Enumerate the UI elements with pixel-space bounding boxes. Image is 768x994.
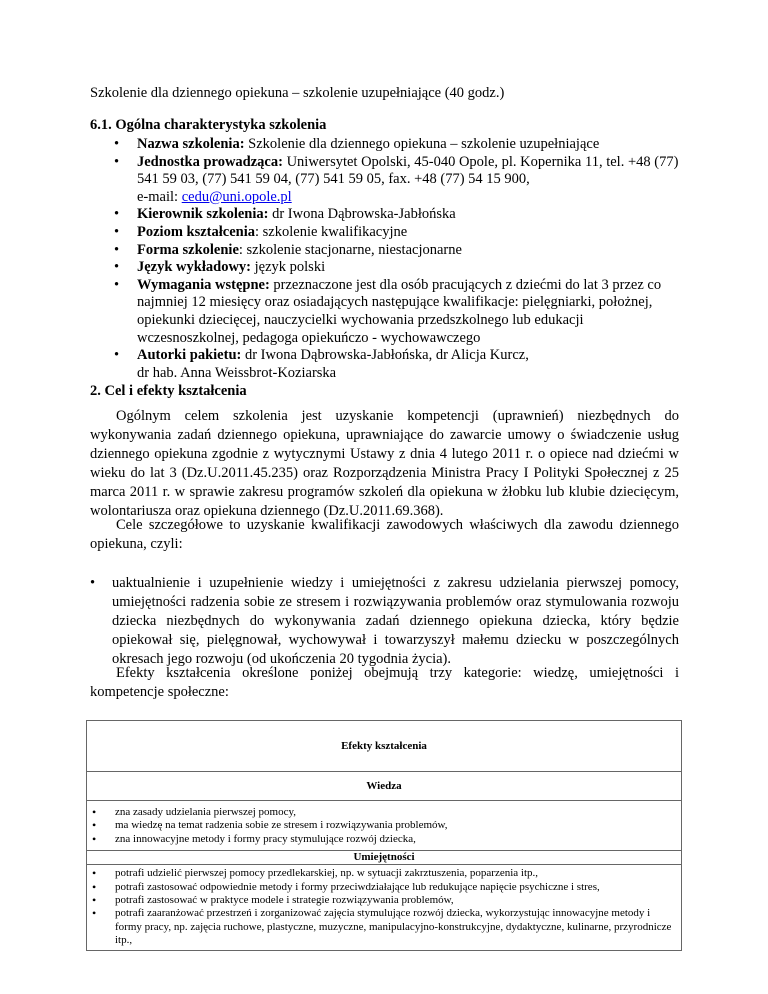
item-text: dr Iwona Dąbrowska-Jabłońska (268, 206, 456, 223)
effects-table (86, 720, 682, 951)
paragraph-specific-goals: Cele szczegółowe to uzyskanie kwalifikacji zawodowych właściwych dla zawodu dziennego opiekuna, czyli: (90, 517, 679, 553)
table-row: • potrafi zaaranżować przestrzeń i zorganizować zajęcia stymulujące rozwój dziecka, wykorzystując innowacyjne metody i formy pracy, np. zajęcia ruchowe, plastyczne, muzyczne, manipulacyjno-konstrukcyjne, dydaktyczne, kulinarne, przyrodnicze itp., (87, 907, 681, 947)
skills-list (87, 867, 681, 947)
email-link[interactable]: cedu@uni.opole.pl (181, 188, 292, 205)
list-item (90, 224, 680, 242)
item-label: Jednostka prowadząca: (137, 153, 283, 170)
table-title: Efekty kształcenia (87, 721, 681, 772)
item-text-line2: dr hab. Anna Weissbrot-Koziarska (137, 364, 337, 381)
item-text: dr Iwona Dąbrowska-Jabłońska, dr Alicja Kurcz, (241, 347, 529, 364)
goals-list (90, 574, 679, 669)
item-text: przeznaczone jest dla osób pracujących z dziećmi do lat 3 przez co najmniej 12 miesięcy oraz osiadających następujące kwalifikacje: pielęgniarki, położnej, opiekunki dziecięcej, nauczycielki wychowania przedszkolnego lub edukacji wczesnoszkolnej, pedagoga opiekuńczo - wychowawczego (137, 276, 662, 346)
item-text: Szkolenie dla dziennego opiekuna – szkolenie uzupełniające (244, 136, 600, 152)
item-label: Autorki pakietu: (137, 347, 242, 364)
email-prefix: e-mail: (137, 188, 182, 205)
item-label: Nazwa szkolenia: (137, 136, 245, 152)
table-row: • zna innowacyjne metody i formy pracy stymulujące rozwój dziecka, (87, 833, 681, 846)
list-item (90, 206, 680, 224)
table-row: • ma wiedzę na temat radzenia sobie ze stresem i rozwiązywania problemów, (87, 819, 681, 832)
section-1-heading: 6.1. Ogólna charakterystyka szkolenia (90, 117, 327, 133)
list-item (90, 154, 680, 207)
item-text: : szkolenie stacjonarne, niestacjonarne (238, 241, 462, 258)
training-characteristics-list (90, 136, 680, 382)
knowledge-list (87, 806, 681, 846)
list-item: • uaktualnienie i uzupełnienie wiedzy i umiejętności z zakresu udzielania pierwszej pomocy, umiejętności radzenia sobie ze stresem i rozwiązywania problemów oraz stymulowania rozwoju dziecka niezbędnych do wykonywania zadań dziennego opiekuna dziecka, który będzie opiekował się, pielęgnował, wychowywał i towarzyszył małemu dziecku w poszczególnych okresach jego rozwoju (od ukończenia 20 tygodnia życia). (90, 574, 679, 669)
paragraph-effects-intro: Efekty kształcenia określone poniżej obejmują trzy kategorie: wiedzę, umiejętności i kompetencje społeczne: (90, 665, 679, 701)
list-item (90, 277, 680, 347)
list-item (90, 242, 680, 260)
item-text: Uniwersytet Opolski, 45-040 Opole, pl. Kopernika 11, tel. +48 (77) 541 59 03, (77) 541 59 04, (77) 541 59 05, fax. +48 (77) 54 15 900, (137, 153, 679, 188)
item-label: Kierownik szkolenia: (137, 206, 269, 223)
knowledge-header: Wiedza (87, 772, 681, 801)
paragraph-general-goal: Ogólnym celem szkolenia jest uzyskanie kompetencji (uprawnień) niezbędnych do wykonywania zadań dziennego opiekuna, uprawniające do zawarcie umowy o świadczenie usług dziennego opiekuna zgodnie z wytycznymi Ustawy z dnia 4 lutego 2011 r. o opiece nad dziećmi w wieku do lat 3 (Dz.U.2011.45.235) oraz Rozporządzenia Ministra Pracy I Polityki Społecznej z 25 marca 2011 r. w sprawie zakresu programów szkoleń dla opiekuna w żłobku lub klubie dziecięcym, wolontariusza oraz opiekuna dziennego (Dz.U.2011.69.368). (90, 408, 679, 520)
item-text: język polski (251, 259, 326, 276)
document-title: Szkolenie dla dziennego opiekuna – szkolenie uzupełniające (40 godz.) (90, 85, 505, 101)
item-label: Wymagania wstępne: (137, 276, 270, 293)
list-item (90, 347, 680, 382)
table-row: • potrafi udzielić pierwszej pomocy przedlekarskiej, np. w sytuacji zakrztuszenia, poparzenia itp., (87, 867, 681, 880)
table-row: • zna zasady udzielania pierwszej pomocy, (87, 806, 681, 819)
section-2-heading: 2. Cel i efekty kształcenia (90, 383, 247, 399)
item-text: : szkolenie kwalifikacyjne (255, 223, 408, 240)
list-item (90, 136, 680, 154)
item-label: Język wykładowy: (137, 259, 251, 276)
list-item (90, 259, 680, 277)
item-label: Forma szkolenie (137, 241, 239, 258)
table-row: • potrafi zastosować odpowiednie metody i formy przeciwdziałające lub redukujące napięcie psychiczne i stres, (87, 881, 681, 894)
table-row: • potrafi zastosować w praktyce modele i strategie rozwiązywania problemów, (87, 894, 681, 907)
item-label: Poziom kształcenia (137, 223, 255, 240)
skills-header: Umiejętności (87, 850, 681, 865)
